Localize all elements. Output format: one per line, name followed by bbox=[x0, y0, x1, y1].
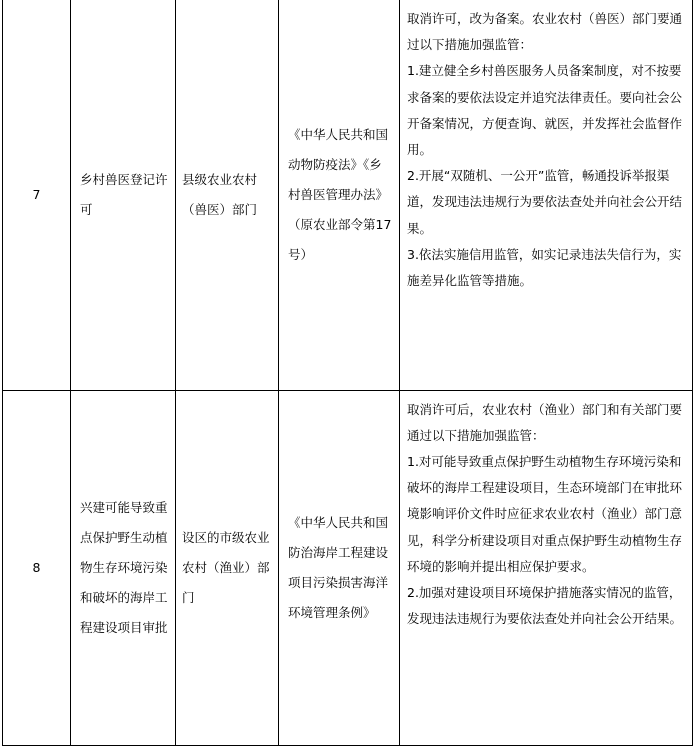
measure-item: 1.对可能导致重点保护野生动植物生存环境污染和破坏的海岸工程建设项目，生态环境部门在审批环境影响评价文件时应征求农业农村（渔业）部门意见，科学分析建设项目对重点保护野生动植物生存环境的影响并提出相应保护要求。 bbox=[407, 453, 683, 574]
table-row bbox=[3, 390, 693, 745]
table-row bbox=[3, 0, 693, 390]
measure-intro: 取消许可后，农业农村（渔业）部门和有关部门要通过以下措施加强监管： bbox=[407, 401, 683, 443]
department: 设区的市级农业农村（渔业）部门 bbox=[176, 390, 279, 745]
supervision-measures bbox=[400, 390, 693, 745]
item-name: 兴建可能导致重点保护野生动植物生存环境污染和破坏的海岸工程建设项目审批 bbox=[71, 390, 176, 745]
measure-item: 2.加强对建设项目环境保护措施落实情况的监管，发现违法违规行为要依法查处并向社会公开结果。 bbox=[407, 584, 683, 627]
supervision-measures bbox=[400, 0, 693, 390]
row-number: 8 bbox=[3, 390, 71, 745]
measure-item: 2.开展“双随机、一公开”监管，畅通投诉举报渠道，发现违法违规行为要依法查处并向社会公开结果。 bbox=[407, 168, 683, 236]
row-number: 7 bbox=[3, 0, 71, 390]
measure-item: 3.依法实施信用监管，如实记录违法失信行为，实施差异化监管等措施。 bbox=[407, 246, 682, 289]
legal-basis: 《中华人民共和国防治海岸工程建设项目污染损害海洋环境管理条例》 bbox=[279, 390, 400, 745]
measures-table bbox=[2, 0, 693, 746]
item-name: 乡村兽医登记许可 bbox=[71, 0, 176, 390]
measure-item: 1.建立健全乡村兽医服务人员备案制度，对不按要求备案的要依法设定并追究法律责任。要向社会公开备案情况，方便查询、就医，并发挥社会监督作用。 bbox=[407, 63, 683, 158]
department: 县级农业农村（兽医）部门 bbox=[176, 0, 279, 390]
measure-intro: 取消许可，改为备案。农业农村（兽医）部门要通过以下措施加强监管： bbox=[407, 11, 683, 53]
legal-basis: 《中华人民共和国动物防疫法》《乡村兽医管理办法》（原农业部令第17号） bbox=[279, 0, 400, 390]
